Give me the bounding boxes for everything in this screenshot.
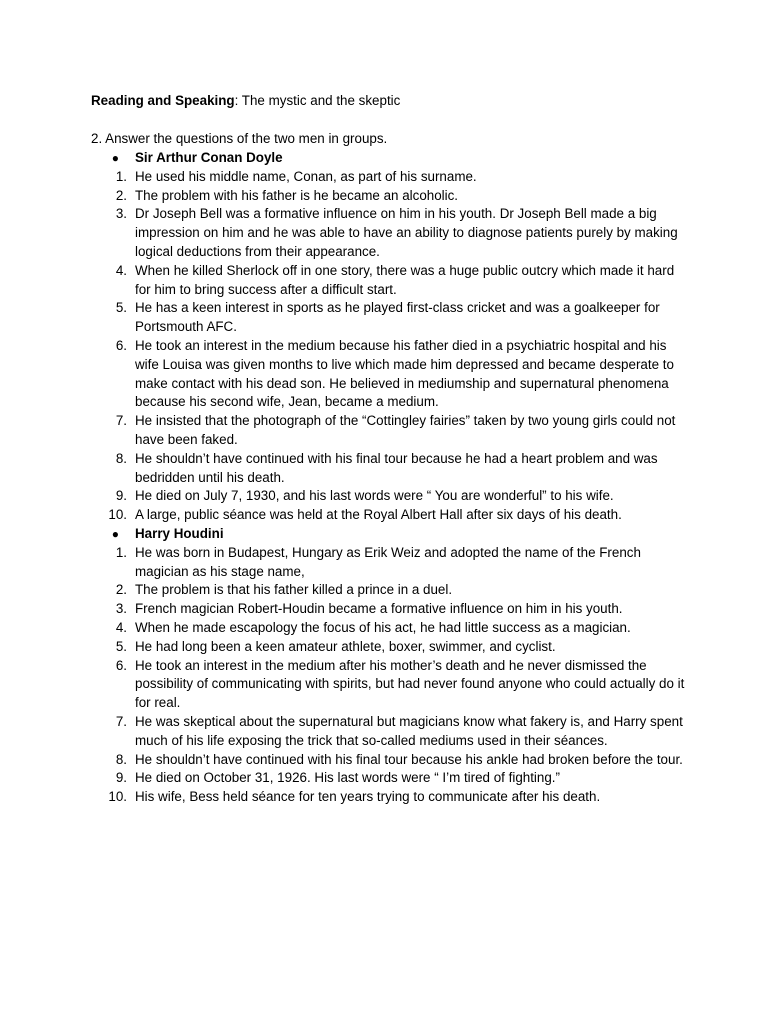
list-item-text: French magician Robert-Houdin became a formative influence on him in his youth. [135, 601, 623, 617]
list-item-text: He died on July 7, 1930, and his last words were “ You are wonderful” to his wife. [135, 488, 614, 504]
list-item [91, 412, 691, 450]
list-item [91, 450, 691, 488]
list-number: 1. [115, 168, 127, 184]
list-item-text: He died on October 31, 1926. His last words were “ I’m tired of fighting.” [135, 770, 560, 786]
list-item-text: When he killed Sherlock off in one story, there was a huge public outcry which made it hard for him to bring success after a difficult start. [135, 262, 675, 297]
list-item-text: He shouldn’t have continued with his final tour because he had a heart problem and was bedridden until his death. [135, 450, 658, 485]
list-number: 10. [108, 789, 127, 805]
heading-bold: Reading and Speaking [91, 93, 235, 108]
list-number: 4. [115, 262, 127, 278]
intro-question: 2. Answer the questions of the two men in groups. [91, 131, 388, 146]
list-number: 3. [115, 206, 127, 222]
list-item [91, 581, 691, 600]
list-item [91, 337, 691, 412]
list-item [91, 506, 691, 525]
list-item-text: He took an interest in the medium after his mother’s death and he never dismissed the possibility of communicating with spirits, but had never found anyone who could actually do it for real. [135, 657, 685, 711]
list-item-text: He had long been a keen amateur athlete, boxer, swimmer, and cyclist. [135, 638, 556, 654]
list-number: 9. [115, 770, 127, 786]
list-item [91, 751, 691, 770]
list-item-text: He was born in Budapest, Hungary as Erik Weiz and adopted the name of the French magician as his stage name, [135, 544, 641, 579]
list-item-text: He used his middle name, Conan, as part of his surname. [135, 168, 477, 184]
list-number: 2. [115, 582, 127, 598]
section-heading [91, 525, 691, 544]
list-item-text: He has a keen interest in sports as he played first-class cricket and was a goalkeeper for Portsmouth AFC. [135, 300, 660, 335]
list-number: 8. [115, 450, 127, 466]
list-item-text: Dr Joseph Bell was a formative influence on him in his youth. Dr Joseph Bell made a big impression on him and he was able to have an ability to diagnose patients purely by making logical deductions from their appearance. [135, 206, 678, 259]
list-number: 4. [115, 619, 127, 635]
list-item [91, 657, 691, 713]
list-number: 8. [115, 751, 127, 767]
list-item-text: He was skeptical about the supernatural but magicians know what fakery is, and Harry spent much of his life exposing the trick that so-called mediums used in their séances. [135, 713, 683, 748]
list-number: 9. [115, 488, 127, 504]
list-item [91, 600, 691, 619]
bullet-icon: ● [111, 151, 119, 165]
section-heading [91, 149, 691, 168]
list-number: 6. [115, 657, 127, 673]
list-item [91, 187, 691, 206]
list-item [91, 713, 691, 751]
list-item-text: He insisted that the photograph of the “Cottingley fairies” taken by two young girls could not have been faked. [135, 413, 676, 447]
section-title: Sir Arthur Conan Doyle [135, 150, 283, 165]
list-item-text: The problem with his father is he became an alcoholic. [135, 187, 459, 203]
section-title: Harry Houdini [135, 525, 224, 541]
list-item-text: The problem is that his father killed a prince in a duel. [135, 582, 453, 598]
list-item [91, 619, 691, 638]
heading-rest: : The mystic and the skeptic [234, 93, 401, 108]
list-item-text: He shouldn’t have continued with his final tour because his ankle had broken before the tour. [135, 751, 683, 767]
list-item [91, 262, 691, 300]
list-item [91, 299, 691, 337]
list-number: 5. [115, 300, 127, 316]
list-number: 10. [108, 507, 127, 523]
list-item [91, 638, 691, 657]
list-number: 2. [115, 187, 127, 203]
answers-list [91, 149, 691, 807]
list-number: 5. [115, 638, 127, 654]
list-number: 6. [115, 337, 127, 353]
bullet-icon: ● [111, 526, 119, 541]
list-item-text: A large, public séance was held at the Royal Albert Hall after six days of his death. [135, 507, 622, 523]
list-item-text: He took an interest in the medium because his father died in a psychiatric hospital and his wife Louisa was given months to live which made him depressed and became desperate to make contact with his dead son. He believed in mediumship and supernatural phenomena because his second wife, Jean, became a medium. [135, 337, 674, 410]
list-item [91, 544, 691, 582]
list-item [91, 487, 691, 506]
list-item [91, 168, 691, 187]
list-item-text: His wife, Bess held séance for ten years trying to communicate after his death. [135, 789, 601, 805]
list-number: 3. [115, 601, 127, 617]
list-item [91, 788, 691, 807]
list-item [91, 769, 691, 788]
document-heading [91, 92, 400, 111]
list-item-text: When he made escapology the focus of his act, he had little success as a magician. [135, 619, 631, 635]
list-number: 7. [115, 413, 127, 429]
list-number: 7. [115, 713, 127, 729]
list-item [91, 205, 691, 261]
list-number: 1. [115, 544, 127, 560]
